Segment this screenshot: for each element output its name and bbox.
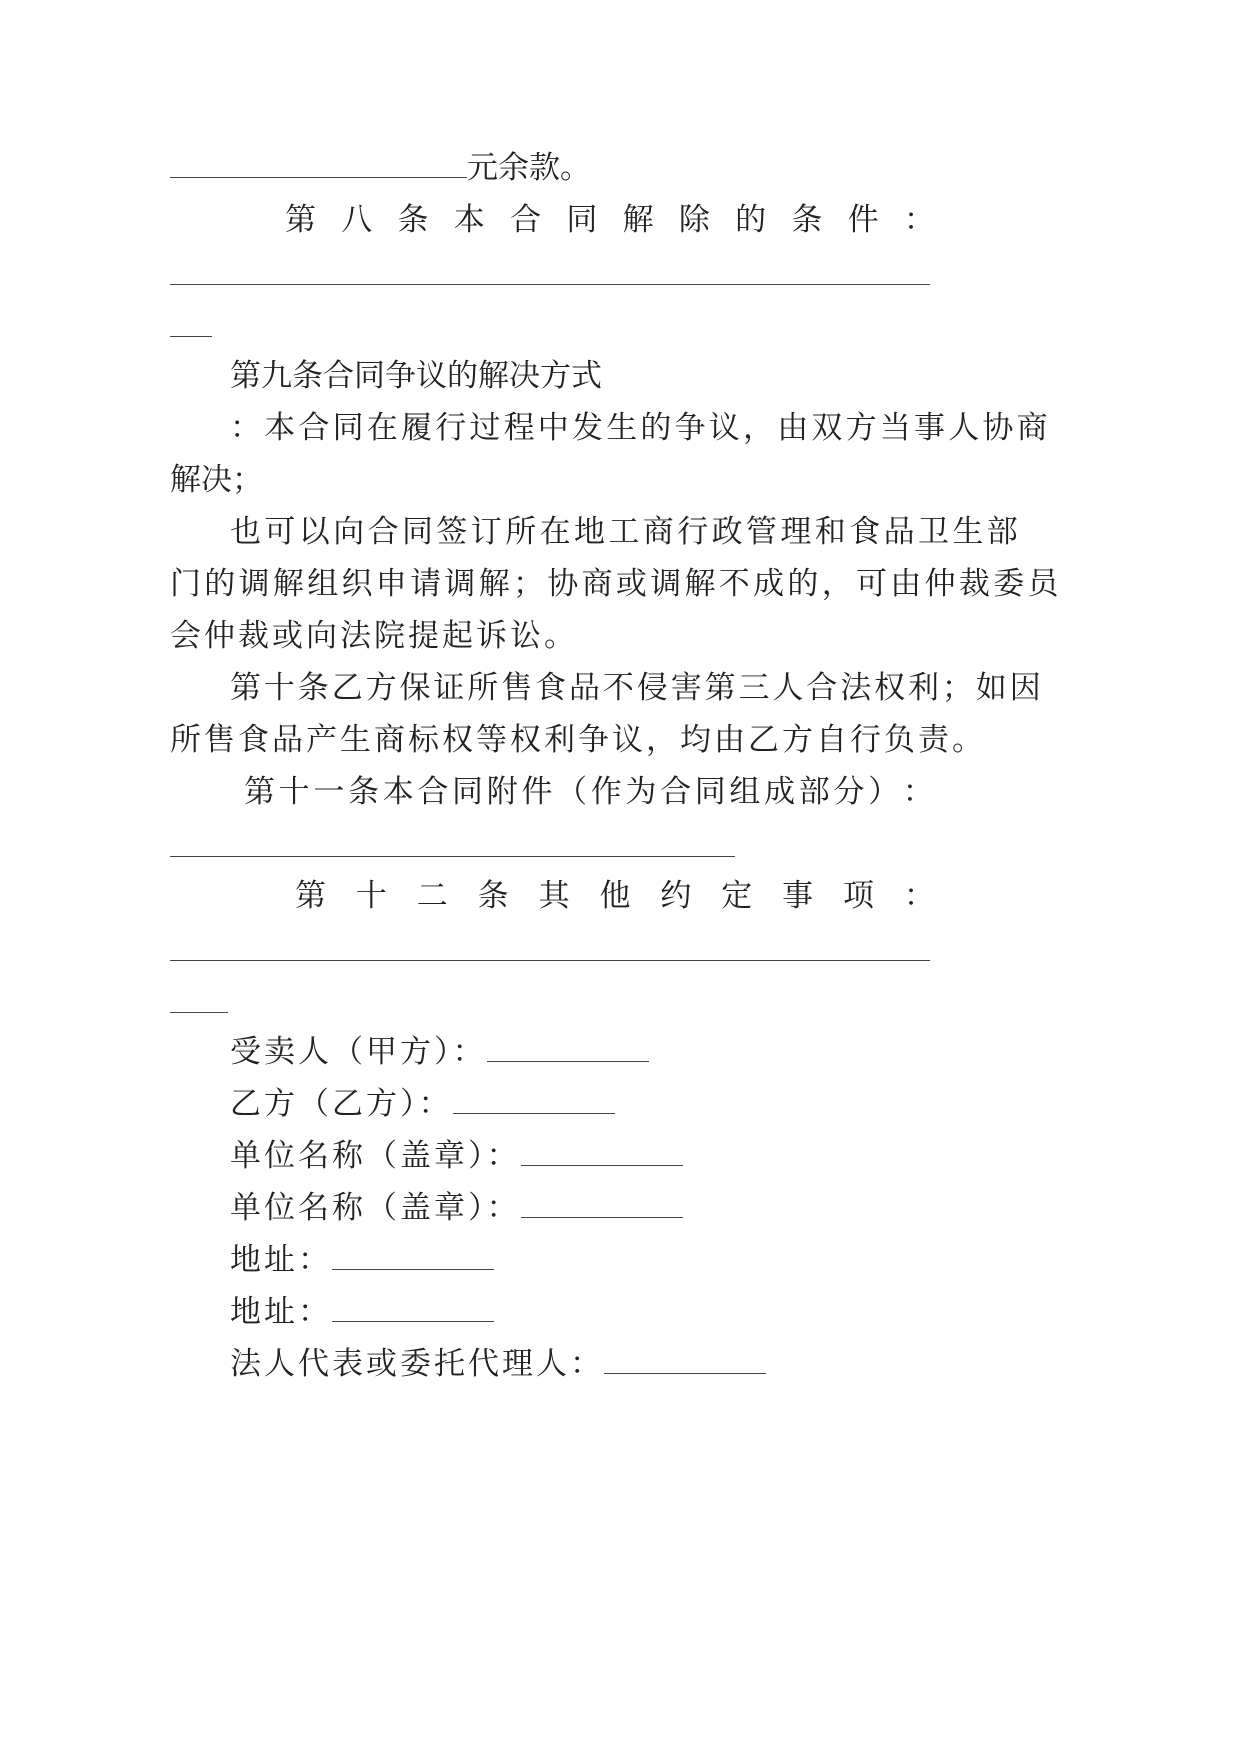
- article-11-title-char: ：: [902, 774, 934, 810]
- article-12-title-char: 项: [843, 878, 875, 914]
- article-8-title-char: 的: [735, 202, 767, 238]
- article-8-title-char: 条: [397, 202, 429, 238]
- sig-buyer: [230, 1032, 649, 1072]
- article-12-title: [295, 876, 935, 916]
- sig-address-1-label: 地址：: [230, 1242, 332, 1278]
- article-11-title-char: 作: [590, 774, 622, 810]
- article-11-title-char: ）: [868, 774, 900, 810]
- article-10-line-1: 第十条乙方保证所售食品不侵害第三人合法权利；如因: [230, 670, 1044, 706]
- sig-representative: [230, 1344, 766, 1384]
- article-11-title-char: 同: [694, 774, 726, 810]
- sig-unit-2-blank[interactable]: [521, 1189, 683, 1218]
- article-8-title: [285, 200, 935, 240]
- article-11-title-char: 同: [452, 774, 484, 810]
- sig-buyer-blank[interactable]: [487, 1033, 649, 1062]
- sig-address-2-label: 地址：: [230, 1294, 332, 1330]
- article-11-title-char: 合: [417, 774, 449, 810]
- article-11-title-char: 件: [521, 774, 553, 810]
- article-8-title-char: 第: [285, 202, 316, 238]
- article-9-para-2-line-2: 门的调解组织申请调解；协商或调解不成的，可由仲裁委员: [170, 566, 1062, 602]
- sig-buyer-label: 受卖人（甲方）：: [230, 1034, 487, 1070]
- article-8-title-char: 条: [791, 202, 823, 238]
- article-11-title-char: 一: [313, 774, 345, 810]
- article-8-title-char: 本: [453, 202, 485, 238]
- sig-unit-1-blank[interactable]: [521, 1137, 683, 1166]
- article-12-title-char: 约: [660, 878, 692, 914]
- article-8-title-char: 同: [566, 202, 598, 238]
- article-8-title-char: 八: [341, 202, 373, 238]
- balance-blank[interactable]: [170, 149, 467, 178]
- article-9-title: 第九条合同争议的解决方式: [230, 358, 602, 394]
- article-9-para-2-line-3: 会仲裁或向法院提起诉讼。: [170, 618, 578, 654]
- article-12-title-char: 二: [416, 878, 448, 914]
- article-11-title: [244, 772, 934, 812]
- article-8-blank-line-1[interactable]: [170, 284, 930, 285]
- article-12-title-char: 其: [538, 878, 570, 914]
- article-11-title-char: 十: [278, 774, 310, 810]
- balance-text: 元余款。: [467, 150, 591, 186]
- article-11-title-char: 组: [729, 774, 761, 810]
- article-11-title-char: 附: [486, 774, 518, 810]
- article-11-title-char: 分: [833, 774, 865, 810]
- article-8-title-char: 除: [678, 202, 710, 238]
- sig-party-b-label: 乙方（乙方）：: [230, 1086, 453, 1122]
- article-12-title-char: 十: [355, 878, 387, 914]
- article-8-title-char: 件: [847, 202, 879, 238]
- article-8-title-char: 合: [510, 202, 542, 238]
- article-9-para-1-line-1: ：本合同在履行过程中发生的争议，由双方当事人协商: [230, 410, 1051, 446]
- article-12-title-char: 条: [477, 878, 509, 914]
- sig-representative-label: 法人代表或委托代理人：: [230, 1346, 604, 1382]
- article-11-title-char: 条: [348, 774, 380, 810]
- article-9-para-1-line-2: 解决；: [170, 462, 263, 498]
- article-11-title-char: 第: [244, 774, 275, 810]
- sig-party-b: [230, 1084, 615, 1124]
- article-11-title-char: 本: [382, 774, 414, 810]
- article-12-title-char: ：: [903, 878, 935, 914]
- sig-representative-blank[interactable]: [604, 1345, 766, 1374]
- article-12-blank-line-2[interactable]: [170, 1012, 228, 1013]
- article-8-title-char: ：: [903, 202, 935, 238]
- sig-unit-2-label: 单位名称（盖章）：: [230, 1190, 521, 1226]
- article-9-para-2-line-1: 也可以向合同签订所在地工商行政管理和食品卫生部: [230, 514, 1022, 550]
- article-12-title-char: 事: [782, 878, 814, 914]
- sig-unit-1-label: 单位名称（盖章）：: [230, 1138, 521, 1174]
- article-8-blank-line-2[interactable]: [170, 336, 212, 337]
- balance-line: [170, 148, 591, 188]
- article-11-title-char: 合: [660, 774, 692, 810]
- article-11-title-char: 部: [798, 774, 830, 810]
- article-12-title-char: 第: [295, 878, 326, 914]
- article-12-title-char: 他: [599, 878, 631, 914]
- sig-address-2-blank[interactable]: [332, 1293, 494, 1322]
- sig-unit-2: [230, 1188, 683, 1228]
- sig-unit-1: [230, 1136, 683, 1176]
- article-11-title-char: （: [556, 774, 588, 810]
- article-10-line-2: 所售食品产生商标权等权利争议，均由乙方自行负责。: [170, 722, 986, 758]
- article-11-title-char: 成: [764, 774, 796, 810]
- article-11-title-char: 为: [625, 774, 657, 810]
- article-8-title-char: 解: [622, 202, 654, 238]
- article-12-blank-line-1[interactable]: [170, 960, 930, 961]
- sig-address-1-blank[interactable]: [332, 1241, 494, 1270]
- sig-address-2: [230, 1292, 494, 1332]
- article-11-blank-line[interactable]: [170, 856, 735, 857]
- sig-address-1: [230, 1240, 494, 1280]
- article-12-title-char: 定: [721, 878, 753, 914]
- sig-party-b-blank[interactable]: [453, 1085, 615, 1114]
